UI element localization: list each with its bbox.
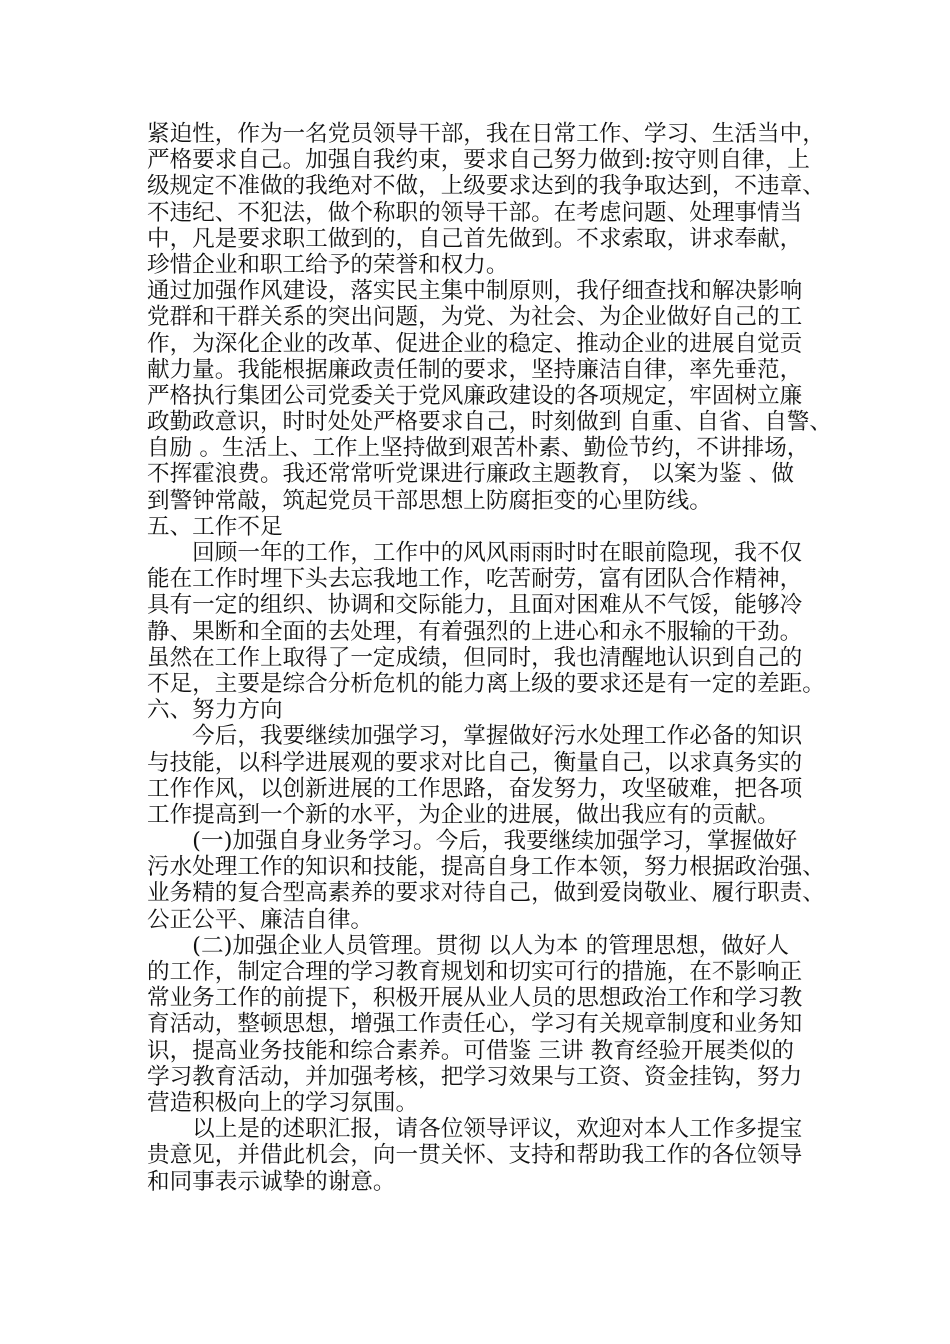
paragraph-item-one — [147, 828, 825, 933]
text-line: 常业务工作的前提下，积极开展从业人员的思想政治工作和学习教 — [147, 985, 803, 1012]
text-line: 静、果断和全面的去处理，有着强烈的上进心和永不服输的干劲。 — [147, 618, 803, 645]
text-line: 中，凡是要求职工做到的，自己首先做到。不求索取，讲求奉献， — [147, 225, 803, 252]
text-line: 级规定不准做的我绝对不做，上级要求达到的我争取达到，不违章、 — [147, 173, 825, 200]
text-line: (二)加强企业人员管理。贯彻 以人为本 的管理思想，做好人 — [147, 932, 790, 959]
text-line: 能在工作时埋下头去忘我地工作，吃苦耐劳，富有团队合作精神， — [147, 566, 803, 593]
text-line: 珍惜企业和职工给予的荣誉和权力。 — [147, 251, 509, 278]
text-line: 业务精的复合型高素养的要求对待自己，做到爱岗敬业、履行职责、 — [147, 880, 825, 907]
text-line: 回顾一年的工作，工作中的风风雨雨时时在眼前隐现，我不仅 — [147, 540, 803, 566]
text-line: 献力量。我能根据廉政责任制的要求，坚持廉洁自律，率先垂范， — [147, 356, 803, 383]
text-line: 虽然在工作上取得了一定成绩，但同时，我也清醒地认识到自己的 — [147, 644, 803, 671]
text-line: 公正公平、廉洁自律。 — [147, 906, 373, 933]
text-line: 具有一定的组织、协调和交际能力，且面对困难从不气馁，能够冷 — [147, 592, 803, 619]
paragraph-future — [147, 723, 817, 828]
text-line: 与技能，以科学进展观的要求对比自己，衡量自己，以求真务实的 — [147, 749, 803, 776]
text-line: 今后，我要继续加强学习，掌握做好污水处理工作必备的知识 — [147, 723, 803, 750]
text-line: 党群和干群关系的突出问题，为党、为社会、为企业做好自己的工 — [147, 304, 803, 331]
text-line: 不违纪、不犯法，做个称职的领导干部。在考虑问题、处理事情当 — [147, 199, 803, 226]
text-line: 不挥霍浪费。我还常常听党课进行廉政主题教育， 以案为鉴 、做 — [147, 461, 794, 488]
paragraph-closing — [147, 1116, 817, 1195]
paragraph-self-discipline — [147, 121, 825, 278]
text-line: (一)加强自身业务学习。今后，我要继续加强学习，掌握做好 — [147, 828, 798, 855]
text-line: 育活动，整顿思想，增强工作责任心，学习有关规章制度和业务知 — [147, 1011, 803, 1038]
text-line: 到警钟常敲，筑起党员干部思想上防腐拒变的心里防线。 — [147, 487, 712, 514]
text-line: 学习教育活动，并加强考核，把学习效果与工资、资金挂钩，努力 — [147, 1063, 803, 1090]
document-page — [147, 121, 832, 1195]
text-line: 营造积极向上的学习氛围。 — [147, 1089, 419, 1116]
paragraph-work-style — [147, 278, 832, 514]
text-line: 和同事表示诚挚的谢意。 — [147, 1168, 396, 1195]
text-line: 通过加强作风建设，落实民主集中制原则，我仔细查找和解决影响 — [147, 278, 803, 305]
text-line: 紧迫性，作为一名党员领导干部，我在日常工作、学习、生活当中， — [147, 121, 825, 147]
text-line: 工作提高到一个新的水平，为企业的进展，做出我应有的贡献。 — [147, 801, 780, 828]
text-line: 贵意见，并借此机会，向一贯关怀、支持和帮助我工作的各位领导 — [147, 1142, 803, 1169]
text-line: 严格要求自己。加强自我约束，要求自己努力做到:按守则自律，上 — [147, 147, 810, 174]
paragraph-shortcomings — [147, 540, 825, 697]
text-line: 作，为深化企业的改革、促进企业的稳定、推动企业的进展自觉贡 — [147, 330, 803, 357]
text-line: 以上是的述职汇报，请各位领导评议，欢迎对本人工作多提宝 — [147, 1116, 803, 1143]
text-line: 严格执行集团公司党委关于党风廉政建设的各项规定，牢固树立廉 — [147, 382, 803, 409]
text-line: 自励 。生活上、工作上坚持做到艰苦朴素、勤俭节约，不讲排场， — [147, 435, 810, 462]
text-line: 的工作，制定合理的学习教育规划和切实可行的措施，在不影响正 — [147, 959, 803, 985]
text-line: 不足，主要是综合分析危机的能力离上级的要求还是有一定的差距。 — [147, 670, 825, 697]
text-line: 污水处理工作的知识和技能，提高自身工作本领，努力根据政治强、 — [147, 854, 825, 881]
text-line: 识，提高业务技能和综合素养。可借鉴 三讲 教育经验开展类似的 — [147, 1037, 794, 1064]
paragraph-item-two — [147, 933, 817, 1116]
text-line: 工作作风，以创新进展的工作思路，奋发努力，攻坚破难，把各项 — [147, 775, 803, 802]
text-line: 政勤政意识，时时处处严格要求自己，时刻做到 自重、自省、自警、 — [147, 409, 832, 436]
section-heading-direction: 六、努力方向 — [147, 697, 283, 724]
section-heading-shortcomings: 五、工作不足 — [147, 513, 283, 540]
